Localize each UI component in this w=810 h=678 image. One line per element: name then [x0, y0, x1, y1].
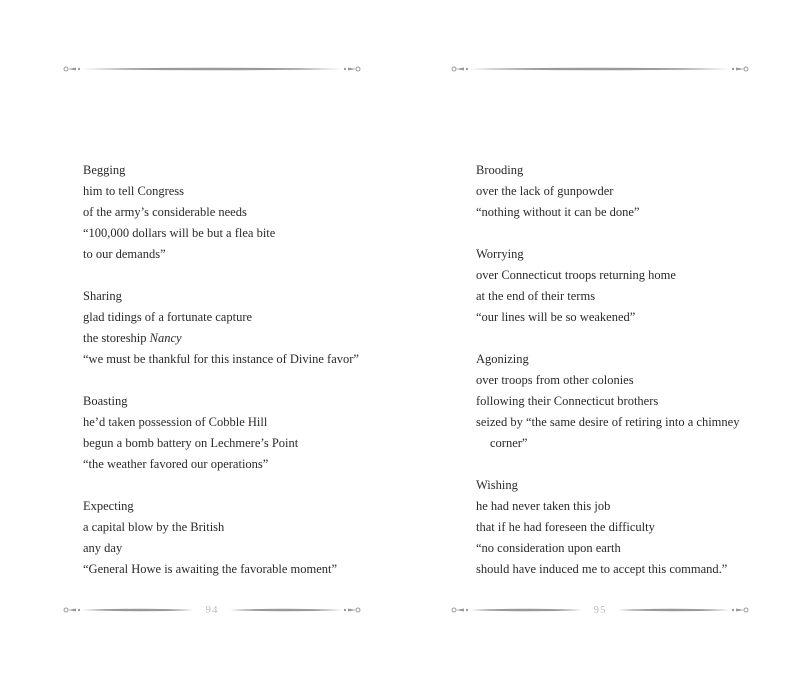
verse-line: Agonizing — [476, 352, 529, 366]
stanza-brooding — [476, 160, 761, 223]
verse-line: Wishing — [476, 478, 518, 492]
verse-line: following their Connecticut brothers — [476, 394, 659, 408]
verse-line: Brooding — [476, 163, 524, 177]
verse-line: Expecting — [83, 499, 134, 513]
verse-line: “General Howe is awaiting the favorable moment” — [83, 562, 338, 576]
ship-name: Nancy — [149, 331, 182, 345]
verse-line-prefix: the storeship — [83, 331, 150, 345]
verse-line: Begging — [83, 163, 126, 177]
stanza-begging — [83, 160, 373, 265]
stanza-agonizing — [476, 349, 761, 454]
page-number: 94 — [205, 604, 219, 616]
verse-line: should have induced me to accept this command.” — [476, 562, 728, 576]
verse-line: Boasting — [83, 394, 128, 408]
verse-line: to our demands” — [83, 247, 166, 261]
verse-line: “we must be thankful for this instance of Divine favor” — [83, 352, 359, 366]
right-page-text — [476, 160, 761, 601]
verse-line: seized by “the same desire of retiring into a chimney — [476, 415, 740, 429]
verse-line-italic — [83, 328, 373, 349]
verse-line: over troops from other colonies — [476, 373, 634, 387]
stanza-worrying — [476, 244, 761, 328]
left-page-text — [83, 160, 373, 601]
top-ornament-rule — [450, 64, 750, 74]
verse-line: of the army’s considerable needs — [83, 205, 247, 219]
verse-line: over Connecticut troops returning home — [476, 268, 676, 282]
verse-line: “our lines will be so weakened” — [476, 310, 636, 324]
stanza-boasting — [83, 391, 373, 475]
verse-line: Worrying — [476, 247, 524, 261]
verse-line: “nothing without it can be done” — [476, 205, 640, 219]
verse-line: at the end of their terms — [476, 289, 596, 303]
verse-line: Sharing — [83, 289, 122, 303]
verse-line-continuation: corner” — [490, 436, 528, 450]
right-page — [450, 0, 750, 678]
stanza-expecting — [83, 496, 373, 580]
verse-line: him to tell Congress — [83, 184, 185, 198]
verse-line: “100,000 dollars will be but a flea bite — [83, 226, 276, 240]
stanza-sharing — [83, 286, 373, 370]
verse-line: that if he had foreseen the difficulty — [476, 520, 655, 534]
verse-line: glad tidings of a fortunate capture — [83, 310, 253, 324]
top-ornament-rule — [62, 64, 362, 74]
verse-line: he had never taken this job — [476, 499, 611, 513]
verse-line: “no consideration upon earth — [476, 541, 621, 555]
verse-line: “the weather favored our operations” — [83, 457, 269, 471]
verse-line: over the lack of gunpowder — [476, 184, 614, 198]
left-page — [62, 0, 362, 678]
verse-line: any day — [83, 541, 123, 555]
verse-line: he’d taken possession of Cobble Hill — [83, 415, 268, 429]
stanza-wishing — [476, 475, 761, 580]
verse-line: a capital blow by the British — [83, 520, 225, 534]
page-number: 95 — [593, 604, 607, 616]
verse-line: begun a bomb battery on Lechmere’s Point — [83, 436, 299, 450]
